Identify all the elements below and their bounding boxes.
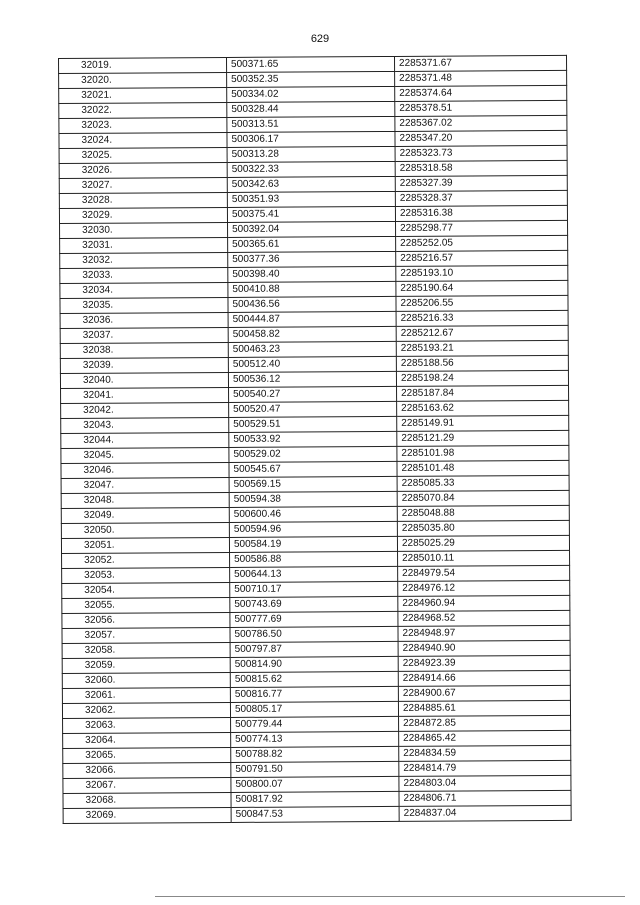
x-coordinate-cell: 500444.87	[228, 311, 396, 327]
y-coordinate-cell: 2285198.24	[396, 370, 568, 386]
point-id-cell: 32066.	[63, 762, 231, 778]
table-row	[63, 805, 571, 823]
y-coordinate-cell: 2284806.71	[399, 790, 571, 806]
x-coordinate-cell: 500377.36	[228, 251, 396, 267]
y-coordinate-cell: 2284979.54	[398, 565, 570, 581]
point-id-cell: 32028.	[59, 192, 227, 208]
point-id-cell: 32051.	[61, 537, 229, 553]
x-coordinate-cell: 500512.40	[228, 356, 396, 372]
x-coordinate-cell: 500536.12	[228, 371, 396, 387]
x-coordinate-cell: 500533.92	[229, 431, 397, 447]
y-coordinate-cell: 2285316.38	[395, 205, 567, 221]
x-coordinate-cell: 500313.51	[227, 116, 395, 132]
point-id-cell: 32044.	[61, 432, 229, 448]
y-coordinate-cell: 2285193.21	[396, 340, 568, 356]
point-id-cell: 32021.	[59, 87, 227, 103]
y-coordinate-cell: 2285187.84	[397, 385, 569, 401]
point-id-cell: 32048.	[61, 492, 229, 508]
x-coordinate-cell: 500816.77	[230, 686, 398, 702]
x-coordinate-cell: 500594.96	[229, 521, 397, 537]
y-coordinate-cell: 2285101.98	[397, 445, 569, 461]
y-coordinate-cell: 2284803.04	[399, 775, 571, 791]
x-coordinate-cell: 500529.51	[229, 416, 397, 432]
y-coordinate-cell: 2285188.56	[396, 355, 568, 371]
y-coordinate-cell: 2284976.12	[398, 580, 570, 596]
y-coordinate-cell: 2284834.59	[399, 745, 571, 761]
x-coordinate-cell: 500814.90	[230, 656, 398, 672]
y-coordinate-cell: 2285070.84	[397, 490, 569, 506]
y-coordinate-cell: 2285318.58	[395, 160, 567, 176]
x-coordinate-cell: 500529.02	[229, 446, 397, 462]
point-id-cell: 32052.	[62, 552, 230, 568]
y-coordinate-cell: 2285216.33	[396, 310, 568, 326]
x-coordinate-cell: 500352.35	[227, 71, 395, 87]
x-coordinate-cell: 500797.87	[230, 641, 398, 657]
x-coordinate-cell: 500458.82	[228, 326, 396, 342]
y-coordinate-cell: 2285101.48	[397, 460, 569, 476]
x-coordinate-cell: 500322.33	[227, 161, 395, 177]
point-id-cell: 32059.	[62, 657, 230, 673]
x-coordinate-cell: 500788.82	[231, 746, 399, 762]
y-coordinate-cell: 2284885.61	[398, 700, 570, 716]
y-coordinate-cell: 2285193.10	[396, 265, 568, 281]
point-id-cell: 32046.	[61, 462, 229, 478]
y-coordinate-cell: 2284923.39	[398, 655, 570, 671]
y-coordinate-cell: 2284837.04	[399, 805, 571, 821]
point-id-cell: 32036.	[60, 312, 228, 328]
y-coordinate-cell: 2285252.05	[396, 235, 568, 251]
point-id-cell: 32043.	[61, 417, 229, 433]
x-coordinate-cell: 500398.40	[228, 266, 396, 282]
point-id-cell: 32058.	[62, 642, 230, 658]
x-coordinate-cell: 500774.13	[231, 731, 399, 747]
y-coordinate-cell: 2284968.52	[398, 610, 570, 626]
y-coordinate-cell: 2285025.29	[397, 535, 569, 551]
coordinates-table-container	[58, 55, 571, 824]
y-coordinate-cell: 2284914.66	[398, 670, 570, 686]
x-coordinate-cell: 500540.27	[229, 386, 397, 402]
x-coordinate-cell: 500800.07	[231, 776, 399, 792]
point-id-cell: 32033.	[60, 267, 228, 283]
x-coordinate-cell: 500584.19	[229, 536, 397, 552]
x-coordinate-cell: 500334.02	[227, 86, 395, 102]
point-id-cell: 32060.	[62, 672, 230, 688]
x-coordinate-cell: 500569.15	[229, 476, 397, 492]
x-coordinate-cell: 500600.46	[229, 506, 397, 522]
x-coordinate-cell: 500371.65	[226, 56, 394, 72]
y-coordinate-cell: 2285048.88	[397, 505, 569, 521]
x-coordinate-cell: 500463.23	[228, 341, 396, 357]
y-coordinate-cell: 2285163.62	[397, 400, 569, 416]
x-coordinate-cell: 500545.67	[229, 461, 397, 477]
y-coordinate-cell: 2285035.80	[397, 520, 569, 536]
y-coordinate-cell: 2285206.55	[396, 295, 568, 311]
point-id-cell: 32068.	[63, 792, 231, 808]
point-id-cell: 32045.	[61, 447, 229, 463]
point-id-cell: 32038.	[60, 342, 228, 358]
point-id-cell: 32035.	[60, 297, 228, 313]
point-id-cell: 32042.	[61, 402, 229, 418]
x-coordinate-cell: 500328.44	[227, 101, 395, 117]
y-coordinate-cell: 2284960.94	[398, 595, 570, 611]
y-coordinate-cell: 2285212.67	[396, 325, 568, 341]
point-id-cell: 32053.	[62, 567, 230, 583]
y-coordinate-cell: 2285371.67	[394, 55, 566, 71]
x-coordinate-cell: 500743.69	[230, 596, 398, 612]
point-id-cell: 32057.	[62, 627, 230, 643]
point-id-cell: 32061.	[62, 687, 230, 703]
x-coordinate-cell: 500815.62	[230, 671, 398, 687]
y-coordinate-cell: 2285216.57	[396, 250, 568, 266]
y-coordinate-cell: 2285149.91	[397, 415, 569, 431]
point-id-cell: 32040.	[60, 372, 228, 388]
point-id-cell: 32062.	[62, 702, 230, 718]
x-coordinate-cell: 500847.53	[231, 806, 399, 822]
point-id-cell: 32056.	[62, 612, 230, 628]
point-id-cell: 32064.	[63, 732, 231, 748]
y-coordinate-cell: 2285010.11	[398, 550, 570, 566]
y-coordinate-cell: 2284814.79	[399, 760, 571, 776]
point-id-cell: 32054.	[62, 582, 230, 598]
y-coordinate-cell: 2285298.77	[396, 220, 568, 236]
y-coordinate-cell: 2284948.97	[398, 625, 570, 641]
x-coordinate-cell: 500805.17	[230, 701, 398, 717]
x-coordinate-cell: 500375.41	[227, 206, 395, 222]
coordinates-table	[58, 55, 572, 824]
point-id-cell: 32027.	[59, 177, 227, 193]
point-id-cell: 32065.	[63, 747, 231, 763]
x-coordinate-cell: 500306.17	[227, 131, 395, 147]
bottom-rule	[155, 896, 625, 897]
point-id-cell: 32020.	[59, 72, 227, 88]
point-id-cell: 32023.	[59, 117, 227, 133]
point-id-cell: 32025.	[59, 147, 227, 163]
point-id-cell: 32069.	[63, 807, 231, 823]
x-coordinate-cell: 500313.28	[227, 146, 395, 162]
point-id-cell: 32047.	[61, 477, 229, 493]
x-coordinate-cell: 500365.61	[228, 236, 396, 252]
y-coordinate-cell: 2285378.51	[395, 100, 567, 116]
y-coordinate-cell: 2285328.37	[395, 190, 567, 206]
x-coordinate-cell: 500779.44	[231, 716, 399, 732]
y-coordinate-cell: 2285121.29	[397, 430, 569, 446]
point-id-cell: 32039.	[60, 357, 228, 373]
y-coordinate-cell: 2285347.20	[395, 130, 567, 146]
point-id-cell: 32022.	[59, 102, 227, 118]
x-coordinate-cell: 500791.50	[231, 761, 399, 777]
x-coordinate-cell: 500594.38	[229, 491, 397, 507]
point-id-cell: 32019.	[59, 57, 227, 73]
x-coordinate-cell: 500520.47	[229, 401, 397, 417]
point-id-cell: 32049.	[61, 507, 229, 523]
x-coordinate-cell: 500786.50	[230, 626, 398, 642]
point-id-cell: 32030.	[60, 222, 228, 238]
point-id-cell: 32032.	[60, 252, 228, 268]
x-coordinate-cell: 500392.04	[228, 221, 396, 237]
y-coordinate-cell: 2284900.67	[398, 685, 570, 701]
y-coordinate-cell: 2285085.33	[397, 475, 569, 491]
point-id-cell: 32034.	[60, 282, 228, 298]
point-id-cell: 32067.	[63, 777, 231, 793]
page-number: 629	[310, 33, 330, 45]
y-coordinate-cell: 2285374.64	[395, 85, 567, 101]
y-coordinate-cell: 2284940.90	[398, 640, 570, 656]
x-coordinate-cell: 500644.13	[230, 566, 398, 582]
y-coordinate-cell: 2285367.02	[395, 115, 567, 131]
point-id-cell: 32063.	[63, 717, 231, 733]
x-coordinate-cell: 500436.56	[228, 296, 396, 312]
y-coordinate-cell: 2284872.85	[399, 715, 571, 731]
point-id-cell: 32041.	[61, 387, 229, 403]
point-id-cell: 32026.	[59, 162, 227, 178]
y-coordinate-cell: 2285190.64	[396, 280, 568, 296]
y-coordinate-cell: 2285371.48	[395, 70, 567, 86]
x-coordinate-cell: 500777.69	[230, 611, 398, 627]
x-coordinate-cell: 500410.88	[228, 281, 396, 297]
point-id-cell: 32029.	[59, 207, 227, 223]
x-coordinate-cell: 500817.92	[231, 791, 399, 807]
point-id-cell: 32050.	[61, 522, 229, 538]
point-id-cell: 32055.	[62, 597, 230, 613]
x-coordinate-cell: 500351.93	[227, 191, 395, 207]
point-id-cell: 32031.	[60, 237, 228, 253]
y-coordinate-cell: 2285327.39	[395, 175, 567, 191]
y-coordinate-cell: 2285323.73	[395, 145, 567, 161]
x-coordinate-cell: 500586.88	[230, 551, 398, 567]
point-id-cell: 32037.	[60, 327, 228, 343]
x-coordinate-cell: 500710.17	[230, 581, 398, 597]
table-body	[59, 55, 572, 823]
y-coordinate-cell: 2284865.42	[399, 730, 571, 746]
x-coordinate-cell: 500342.63	[227, 176, 395, 192]
point-id-cell: 32024.	[59, 132, 227, 148]
